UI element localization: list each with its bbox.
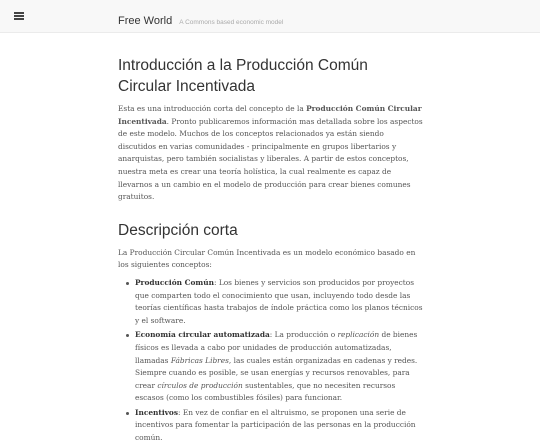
list-item-text: : En vez de confiar en el altruismo, se proponen una serie de incentivos para fomentar la participación de las personas en la producción común. [135, 407, 416, 443]
list-item-text: : La producción o [269, 330, 338, 340]
intro-bold-term: Producción Común Circular Incentivada [118, 104, 422, 126]
site-title-link[interactable]: Free World [118, 15, 173, 27]
list-item-emphasis: Fábricas Libres [170, 355, 229, 365]
menu-bar [14, 15, 24, 17]
intro-text-2: . Pronto publicaremos información mas detallada sobre los aspectos de este modelo. Muchos de los conceptos relacionados ya están siendo discutidos en varias comunidades - principalmente en grupos libertarios y anarquistas, pero también socialistas y liberales. A partir de estos conceptos, nuestra meta es crear una teoría holística, la cual realmente es capaz de llevarnos a un cambio en el modelo de producción para crear bienes comunes gratuitos. [118, 116, 423, 202]
list-item-text: , las cuales están organizadas en cadenas y redes. Siempre cuando es posible, se usan energías y recursos renovables, para crear [135, 355, 418, 390]
concept-list [118, 277, 424, 445]
list-item-term: Economía circular automatizada [135, 330, 270, 340]
intro-paragraph [118, 103, 424, 204]
list-item-text: : Los bienes y servicios son producidos por proyectos que comparten todo el conocimiento que usan, incluyendo todo desde las teorías científicas hasta trabajos de índole práctica como los planos técnicos y el software. [135, 277, 423, 325]
list-item [135, 329, 424, 405]
top-navbar [0, 0, 540, 33]
list-item-text: de bienes físicos es llevada a cabo por unidades de producción automatizadas, llamadas [135, 330, 418, 365]
menu-bar [14, 18, 24, 20]
intro-text-1: Esta es una introducción corta del concepto de la [118, 104, 307, 113]
site-tagline: A Commons based economic model [179, 19, 284, 26]
list-item [135, 277, 424, 327]
list-item-text: sustentables, que no necesiten recursos escasos (como los combustibles fósiles) para funcionar. [135, 380, 396, 403]
article-content [118, 50, 424, 447]
section-heading: Descripción corta [118, 221, 238, 239]
list-item-emphasis: círculos de producción [157, 380, 243, 390]
list-item-term: Producción Común [135, 277, 214, 287]
list-item-term: Incentivos [135, 407, 179, 417]
list-item [135, 407, 424, 445]
page-title: Introducción a la Producción Común Circular Incentivada [118, 57, 368, 95]
menu-bar [14, 12, 24, 14]
section-intro-paragraph: La Producción Circular Común Incentivada es un modelo económico basado en los siguientes conceptos: [118, 247, 416, 270]
hamburger-menu-icon[interactable] [14, 12, 24, 20]
list-item-emphasis: replicación [337, 330, 380, 340]
site-brand [118, 9, 283, 28]
